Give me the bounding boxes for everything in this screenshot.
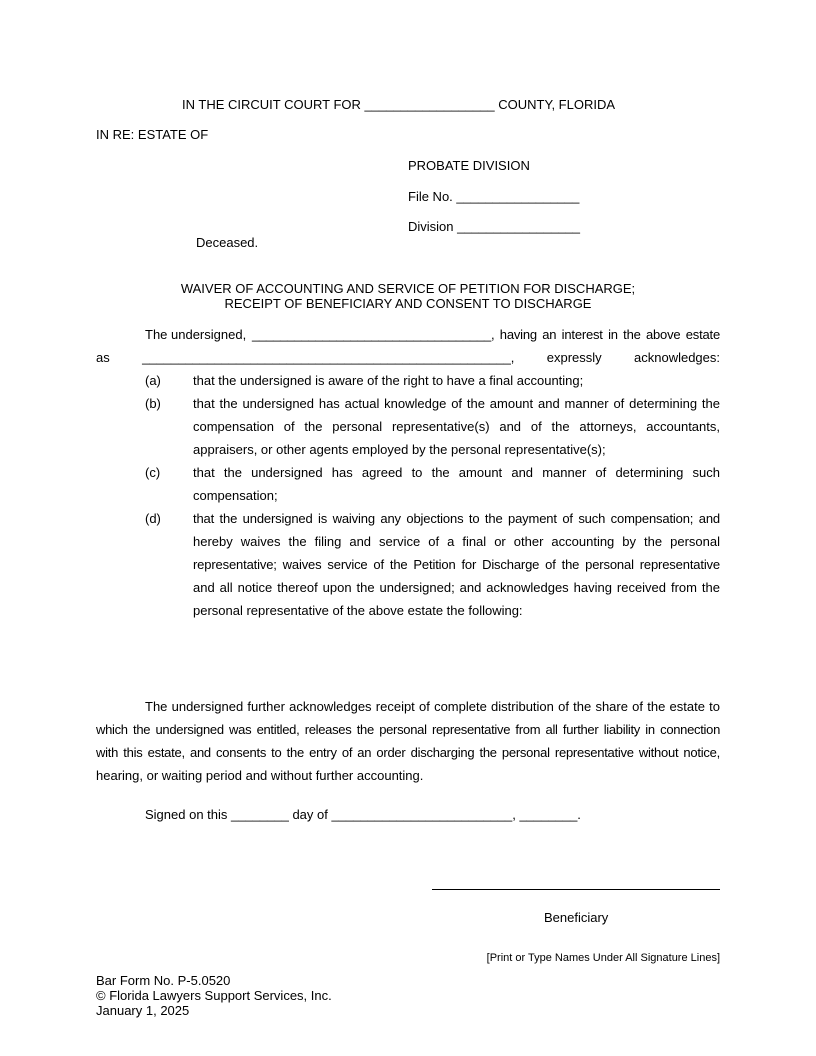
item-a-label: (a): [145, 373, 161, 388]
file-number-field: File No. _________________: [408, 189, 580, 204]
release-line: which the undersigned was entitled, releases the personal representative from all further liability in connection: [96, 722, 720, 737]
item-b-label: (b): [145, 396, 161, 411]
signature-line: [432, 889, 720, 890]
copyright-notice: © Florida Lawyers Support Services, Inc.: [96, 988, 332, 1003]
item-d-line: representative; waives service of the Petition for Discharge of the personal representative: [193, 557, 720, 572]
estate-line: IN RE: ESTATE OF: [96, 127, 209, 142]
intro-line-1: __________________________________, having an interest in the above estate: [252, 327, 720, 342]
division-field: Division _________________: [408, 219, 581, 234]
intro-lead: The undersigned,: [145, 327, 247, 342]
item-b-line: appraisers, or other agents employed by the personal representative(s);: [193, 442, 606, 457]
item-d-line: hereby waives the filing and service of a final or other accounting by the personal: [193, 534, 720, 549]
item-d-label: (d): [145, 511, 161, 526]
form-date: January 1, 2025: [96, 1003, 190, 1018]
item-d-line: personal representative of the above estate the following:: [193, 603, 523, 618]
item-c-line: compensation;: [193, 488, 278, 503]
item-d-line: that the undersigned is waiving any objections to the payment of such compensation; and: [193, 511, 720, 526]
item-b-line: compensation of the personal representative(s) and of the attorneys, accountants,: [193, 419, 720, 434]
court-line: IN THE CIRCUIT COURT FOR __________________ COUNTY, FLORIDA: [182, 97, 616, 112]
item-c-label: (c): [145, 465, 161, 480]
signed-date-line: Signed on this ________ day of _________________________, ________.: [145, 807, 581, 822]
bar-form-number: Bar Form No. P-5.0520: [96, 973, 231, 988]
item-c-line: that the undersigned has agreed to the amount and manner of determining such: [193, 465, 720, 480]
document-title-line-1: WAIVER OF ACCOUNTING AND SERVICE OF PETITION FOR DISCHARGE;: [180, 281, 636, 296]
item-a-line: that the undersigned is aware of the right to have a final accounting;: [193, 373, 584, 388]
item-d-line: and all notice thereof upon the undersigned; and acknowledges having received from the: [193, 580, 720, 595]
beneficiary-label: Beneficiary: [544, 910, 609, 925]
release-line: hearing, or waiting period and without further accounting.: [96, 768, 424, 783]
signature-note: [Print or Type Names Under All Signature Lines]: [486, 952, 720, 964]
intro-line-2: as ___________________________________________________, expressly acknowledges:: [96, 350, 720, 365]
item-b-line: that the undersigned has actual knowledge of the amount and manner of determining the: [193, 396, 720, 411]
deceased-label: Deceased.: [196, 235, 259, 250]
release-line: with this estate, and consents to the entry of an order discharging the personal representative without notice,: [96, 745, 720, 760]
document-title-line-2: RECEIPT OF BENEFICIARY AND CONSENT TO DISCHARGE: [224, 296, 592, 311]
probate-division-label: PROBATE DIVISION: [408, 158, 530, 173]
release-line: The undersigned further acknowledges receipt of complete distribution of the share of the estate to: [145, 699, 720, 714]
